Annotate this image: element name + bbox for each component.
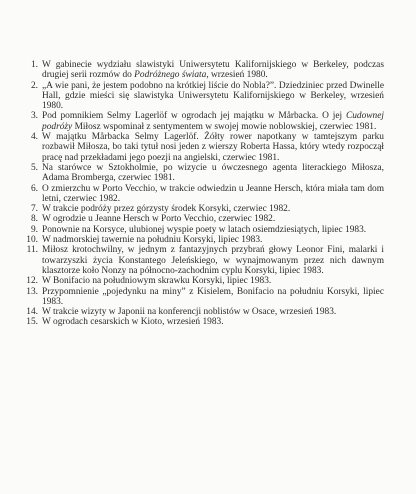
caption-number: 9.: [30, 224, 38, 235]
list-item: [0, 276, 384, 286]
list-item: [0, 163, 384, 184]
caption-text: W nadmorskiej tawernie na południu Korsyki, lipiec 1983.: [42, 235, 263, 246]
caption-number: 13.: [26, 286, 38, 297]
caption-number: 8.: [30, 214, 38, 225]
caption-text: O zmierzchu w Porto Vecchio, w trakcie odwiedzin u Jeanne Hersch, która miała tam dom letni, czerwiec 1982.: [42, 183, 384, 204]
list-item: [0, 81, 384, 112]
list-item: [0, 225, 384, 235]
list-item: [0, 235, 384, 245]
caption-number: 10.: [26, 235, 38, 246]
caption-number: 14.: [26, 307, 38, 318]
caption-number: 5.: [30, 162, 38, 173]
caption-number: 1.: [30, 60, 38, 70]
caption-number: 2.: [30, 80, 38, 91]
caption-text: W ogrodzie u Jeanne Hersch w Porto Vecchio, czerwiec 1982.: [42, 214, 276, 225]
caption-number: 6.: [30, 183, 38, 194]
list-item: [0, 184, 384, 205]
caption-number: 7.: [30, 204, 38, 215]
caption-number: 15.: [26, 317, 38, 328]
list-item: [0, 132, 384, 163]
caption-text: W trakcie wizyty w Japonii na konferencji noblistów w Osace, wrzesień 1983.: [42, 307, 337, 318]
list-item: [0, 60, 384, 81]
list-item: [0, 287, 384, 308]
caption-text: Na starówce w Sztokholmie, po wizycie u ówczesnego agenta literackiego Miłosza, Adama Bromberga, czerwiec 1981.: [42, 162, 384, 184]
list-item: [0, 214, 384, 224]
list-item: [0, 317, 384, 327]
list-item: [0, 245, 384, 276]
caption-number: 12.: [26, 276, 38, 287]
caption-number: 4.: [30, 132, 38, 143]
photo-captions-list: [0, 60, 384, 328]
caption-text: W ogrodach cesarskich w Kioto, wrzesień 1983.: [42, 317, 224, 328]
book-title: Cudownej podróży: [42, 111, 384, 132]
caption-text: Przypomnienie „pojedynku na miny” z Kisielem, Bonifacio na południu Korsyki, lipiec 1983.: [42, 286, 384, 307]
list-item: [0, 204, 384, 214]
list-item: [0, 111, 384, 132]
caption-text: W Bonifacio na południowym skrawku Korsyki, lipiec 1983.: [42, 276, 272, 287]
caption-text: Ponownie na Korsyce, ulubionej wyspie poety w latach osiemdziesiątych, lipiec 1983.: [42, 224, 367, 235]
book-title: Podróżnego świata: [134, 70, 207, 81]
list-item: [0, 307, 384, 317]
caption-text: „A wie pani, że jestem podobno na krótkiej liście do Nobla?”. Dziedziniec przed Dwinelle Hall, gdzie mieści się slawistyka Uniwersytetu Kalifornijskiego w Berkeley, wrzesień 1980.: [42, 80, 384, 112]
caption-text: Pod pomnikiem Selmy Lagerlöf w ogrodach jej majątku w Mårbacka. O jej Cudownej podróży Miłosz wspominał z sentymentem w swojej mowie noblowskiej, czerwiec 1981.: [42, 111, 384, 132]
caption-text: W majątku Mårbacka Selmy Lagerlöf. Żółty rower napotkany w tamtejszym parku rozbawił Miłosza, bo taki tytuł nosi jeden z wierszy Roberta Hassa, który wtedy rozpoczął pracę nad przekładami jego poezji na angielski, czerwiec 1981.: [42, 132, 384, 163]
caption-text: Miłosz krotochwilny, w jednym z fantazyjnych przybrań głowy Leonor Fini, malarki i towarzyszki życia Konstantego Jeleńskiego, w wynajmowanym przez nich dawnym klasztorze koło Nonzy na północno-zachodnim cyplu Korsyki, lipiec 1983.: [42, 245, 384, 276]
caption-number: 3.: [30, 111, 38, 122]
caption-number: 11.: [26, 245, 38, 256]
caption-text: W trakcie podróży przez górzysty środek Korsyki, czerwiec 1982.: [42, 204, 291, 215]
caption-text: W gabinecie wydziału slawistyki Uniwersytetu Kalifornijskiego w Berkeley, podczas drugiej serii rozmów do Podróżnego świata, wrzesień 1980.: [42, 60, 384, 81]
